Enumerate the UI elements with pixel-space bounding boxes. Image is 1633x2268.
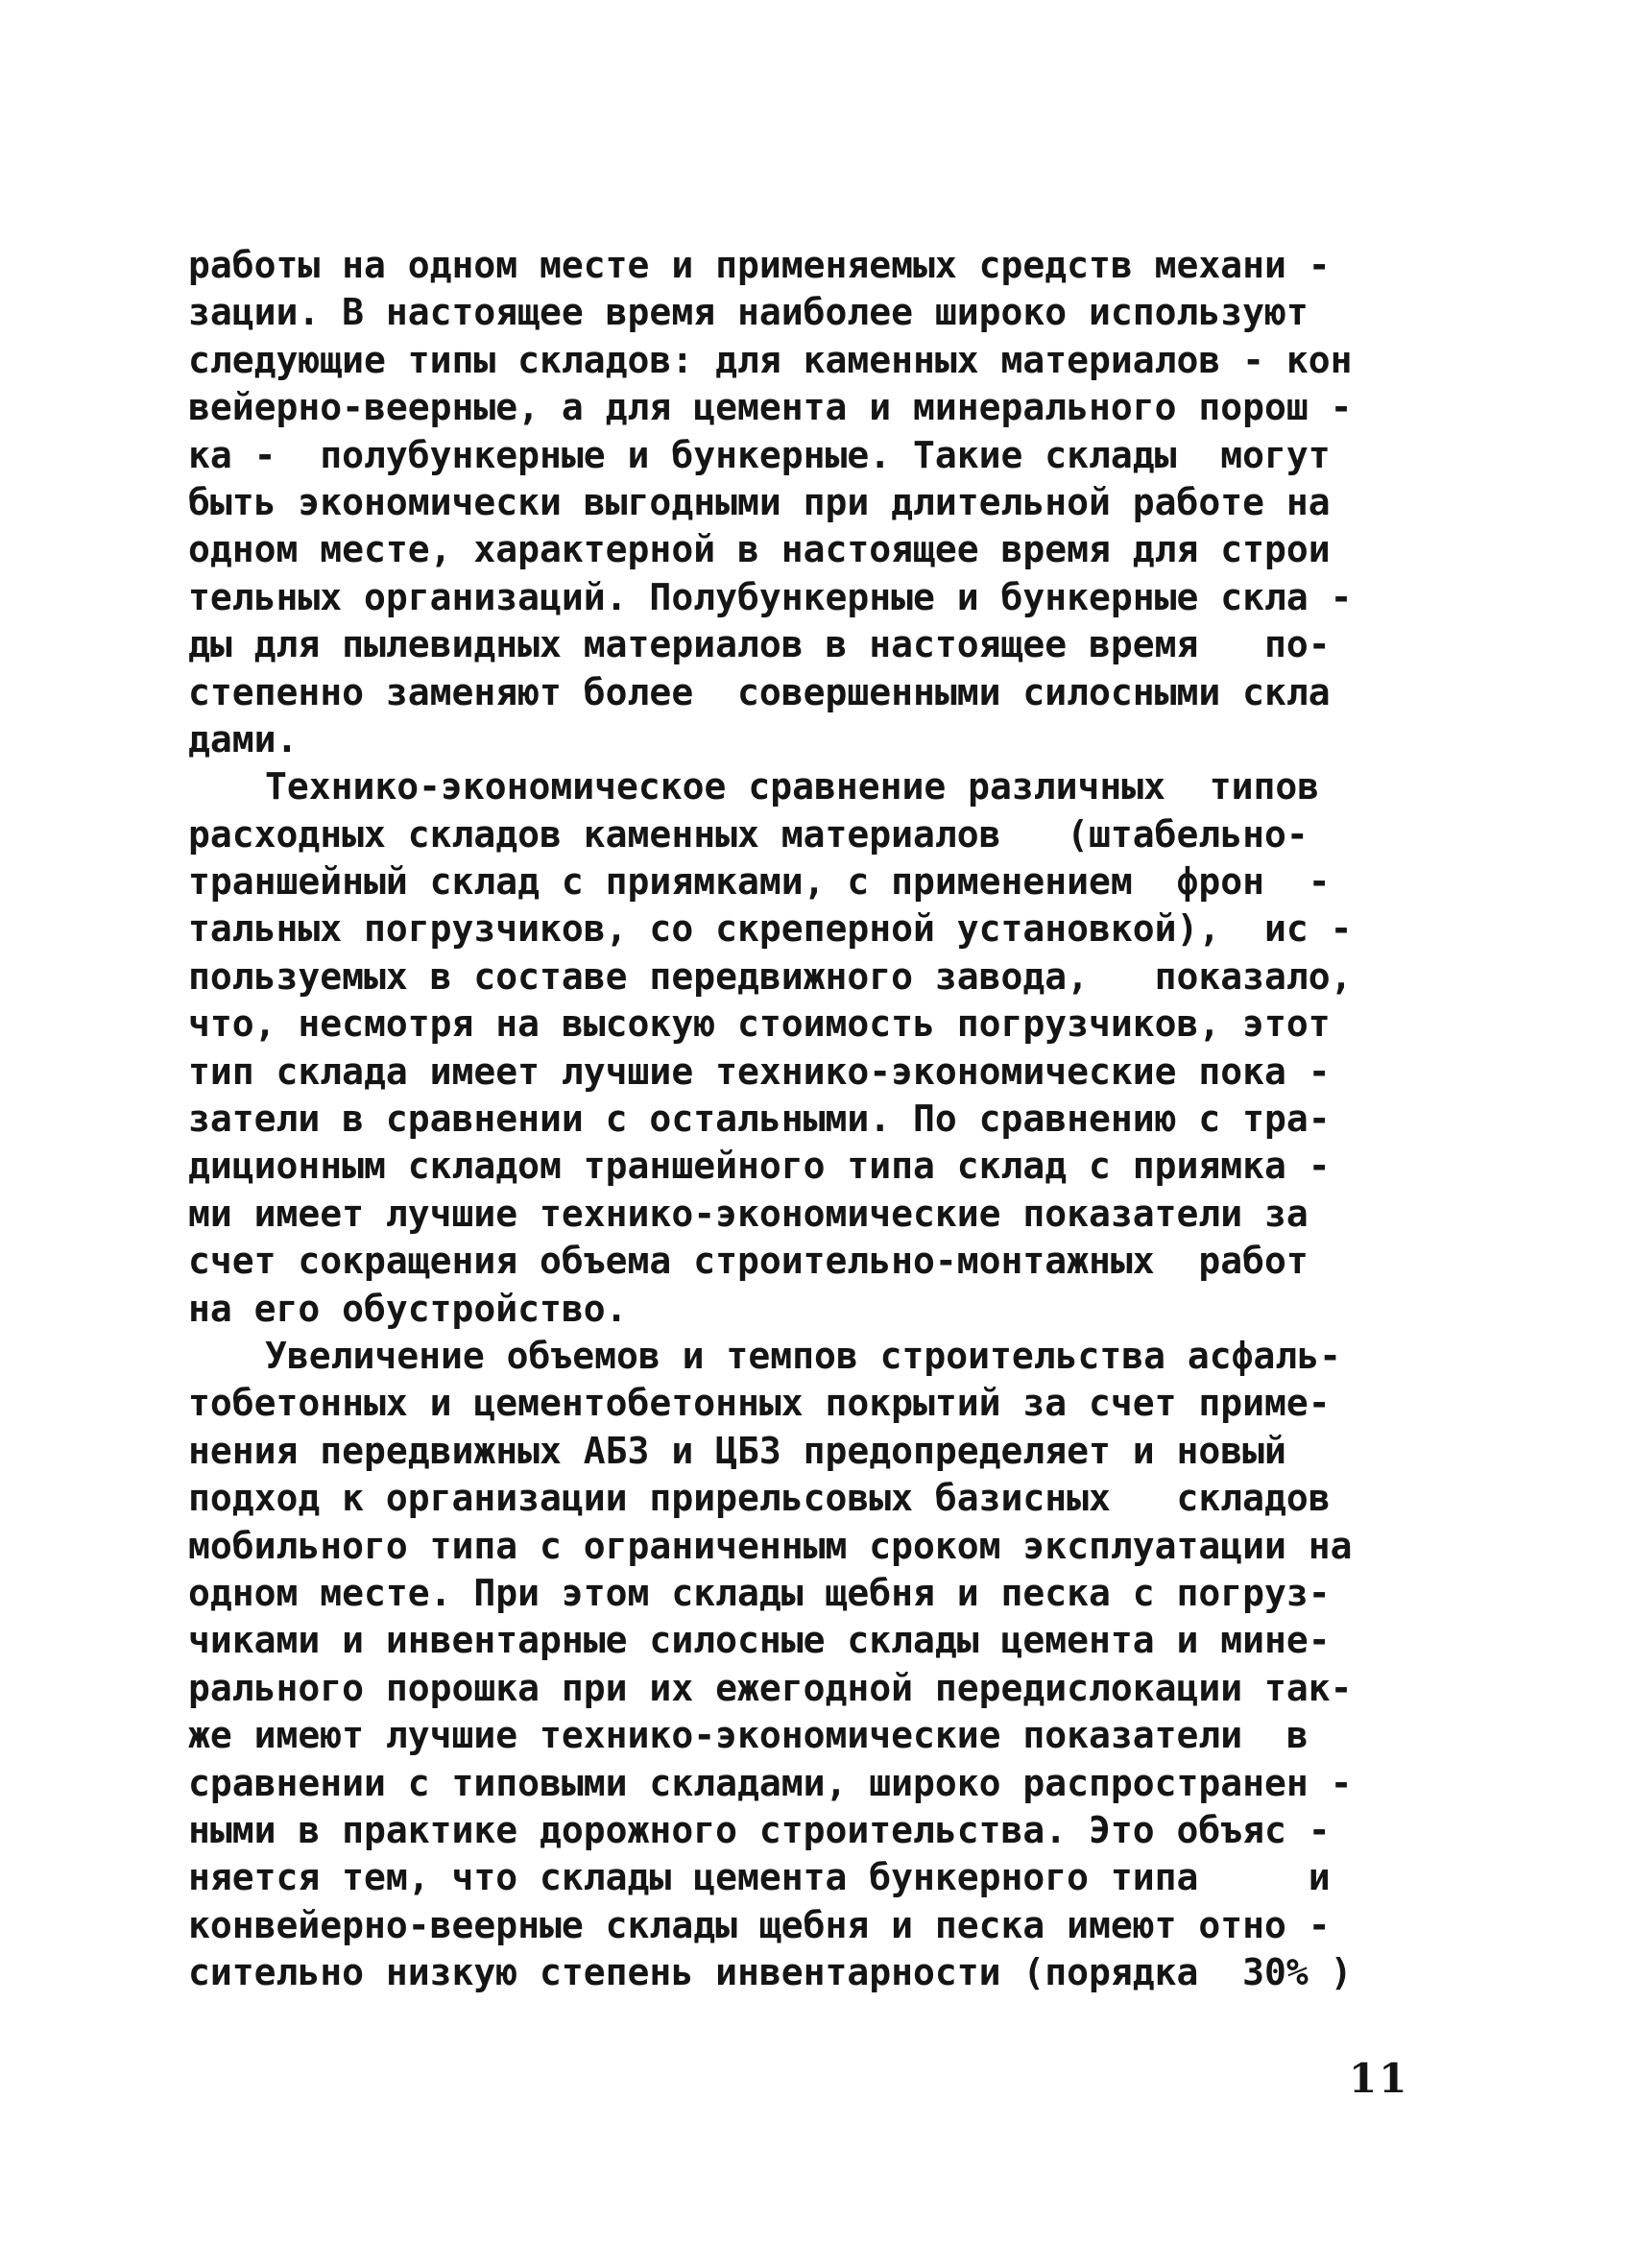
- text-line: быть экономически выгодными при длительной работе на: [188, 480, 1331, 523]
- text-line: же имеют лучшие технико-экономические показатели в: [188, 1714, 1309, 1757]
- text-line: ды для пылевидных материалов в настоящее время по-: [188, 623, 1331, 666]
- text-line: тельных организаций. Полубункерные и бункерные скла -: [188, 575, 1353, 618]
- text-line: затели в сравнении с остальными. По сравнению с тра-: [188, 1098, 1331, 1141]
- text-line: тобетонных и цементобетонных покрытий за счет приме-: [188, 1382, 1331, 1425]
- text-line: ми имеет лучшие технико-экономические показатели за: [188, 1192, 1309, 1235]
- text-line: сравнении с типовыми складами, широко распространен -: [188, 1761, 1353, 1804]
- page-number: 11: [1349, 2055, 1409, 2102]
- text-line: няется тем, что склады цемента бункерного типа и: [188, 1856, 1331, 1899]
- text-line: мобильного типа с ограниченным сроком эксплуатации на: [188, 1524, 1353, 1567]
- text-line: конвейерно-веерные склады щебня и песка имеют отно -: [188, 1903, 1331, 1946]
- text-line: работы на одном месте и применяемых средств механи -: [188, 244, 1331, 286]
- text-line: следующие типы складов: для каменных материалов - кон: [188, 338, 1353, 381]
- text-line: зации. В настоящее время наиболее широко используют: [188, 291, 1309, 334]
- text-line: диционным складом траншейного типа склад с приямка -: [188, 1145, 1331, 1188]
- paragraph-1: [188, 242, 1455, 763]
- text-line: Технико-экономическое сравнение различных типов: [265, 765, 1320, 808]
- text-line: что, несмотря на высокую стоимость погрузчиков, этот: [188, 1002, 1331, 1046]
- text-line: пользуемых в составе передвижного завода, показало,: [188, 954, 1353, 998]
- paragraph-3: [188, 1333, 1455, 1996]
- body-text: [188, 242, 1455, 1996]
- text-line: дами.: [188, 717, 299, 760]
- text-line: сительно низкую степень инвентарности (порядка 30% ): [188, 1951, 1353, 1994]
- paragraph-2: [188, 763, 1455, 1333]
- text-line: чиками и инвентарные силосные склады цемента и мине-: [188, 1619, 1331, 1662]
- text-line: рального порошка при их ежегодной передислокации так-: [188, 1666, 1353, 1709]
- text-line: на его обустройство.: [188, 1287, 628, 1330]
- text-line: тальных погрузчиков, со скреперной установкой), ис -: [188, 907, 1353, 951]
- text-line: нения передвижных АБЗ и ЦБЗ предопределяет и новый: [188, 1429, 1286, 1472]
- text-line: Увеличение объемов и темпов строительства асфаль-: [265, 1334, 1342, 1377]
- text-line: ными в практике дорожного строительства. Это объяс -: [188, 1808, 1331, 1851]
- text-line: траншейный склад с приямками, с применением фрон -: [188, 860, 1331, 904]
- text-line: расходных складов каменных материалов (штабельно-: [188, 812, 1309, 856]
- text-line: степенно заменяют более совершенными силосными скла: [188, 670, 1331, 713]
- text-line: тип склада имеет лучшие технико-экономические пока -: [188, 1050, 1331, 1093]
- text-line: одном месте. При этом склады щебня и песка с погруз-: [188, 1571, 1331, 1614]
- text-line: одном месте, характерной в настоящее время для строи: [188, 528, 1331, 571]
- text-line: ка - полубункерные и бункерные. Такие склады могут: [188, 433, 1331, 476]
- text-line: счет сокращения объема строительно-монтажных работ: [188, 1240, 1309, 1283]
- text-line: подход к организации прирельсовых базисных складов: [188, 1477, 1331, 1520]
- text-line: вейерно-веерные, а для цемента и минерального порош -: [188, 386, 1353, 429]
